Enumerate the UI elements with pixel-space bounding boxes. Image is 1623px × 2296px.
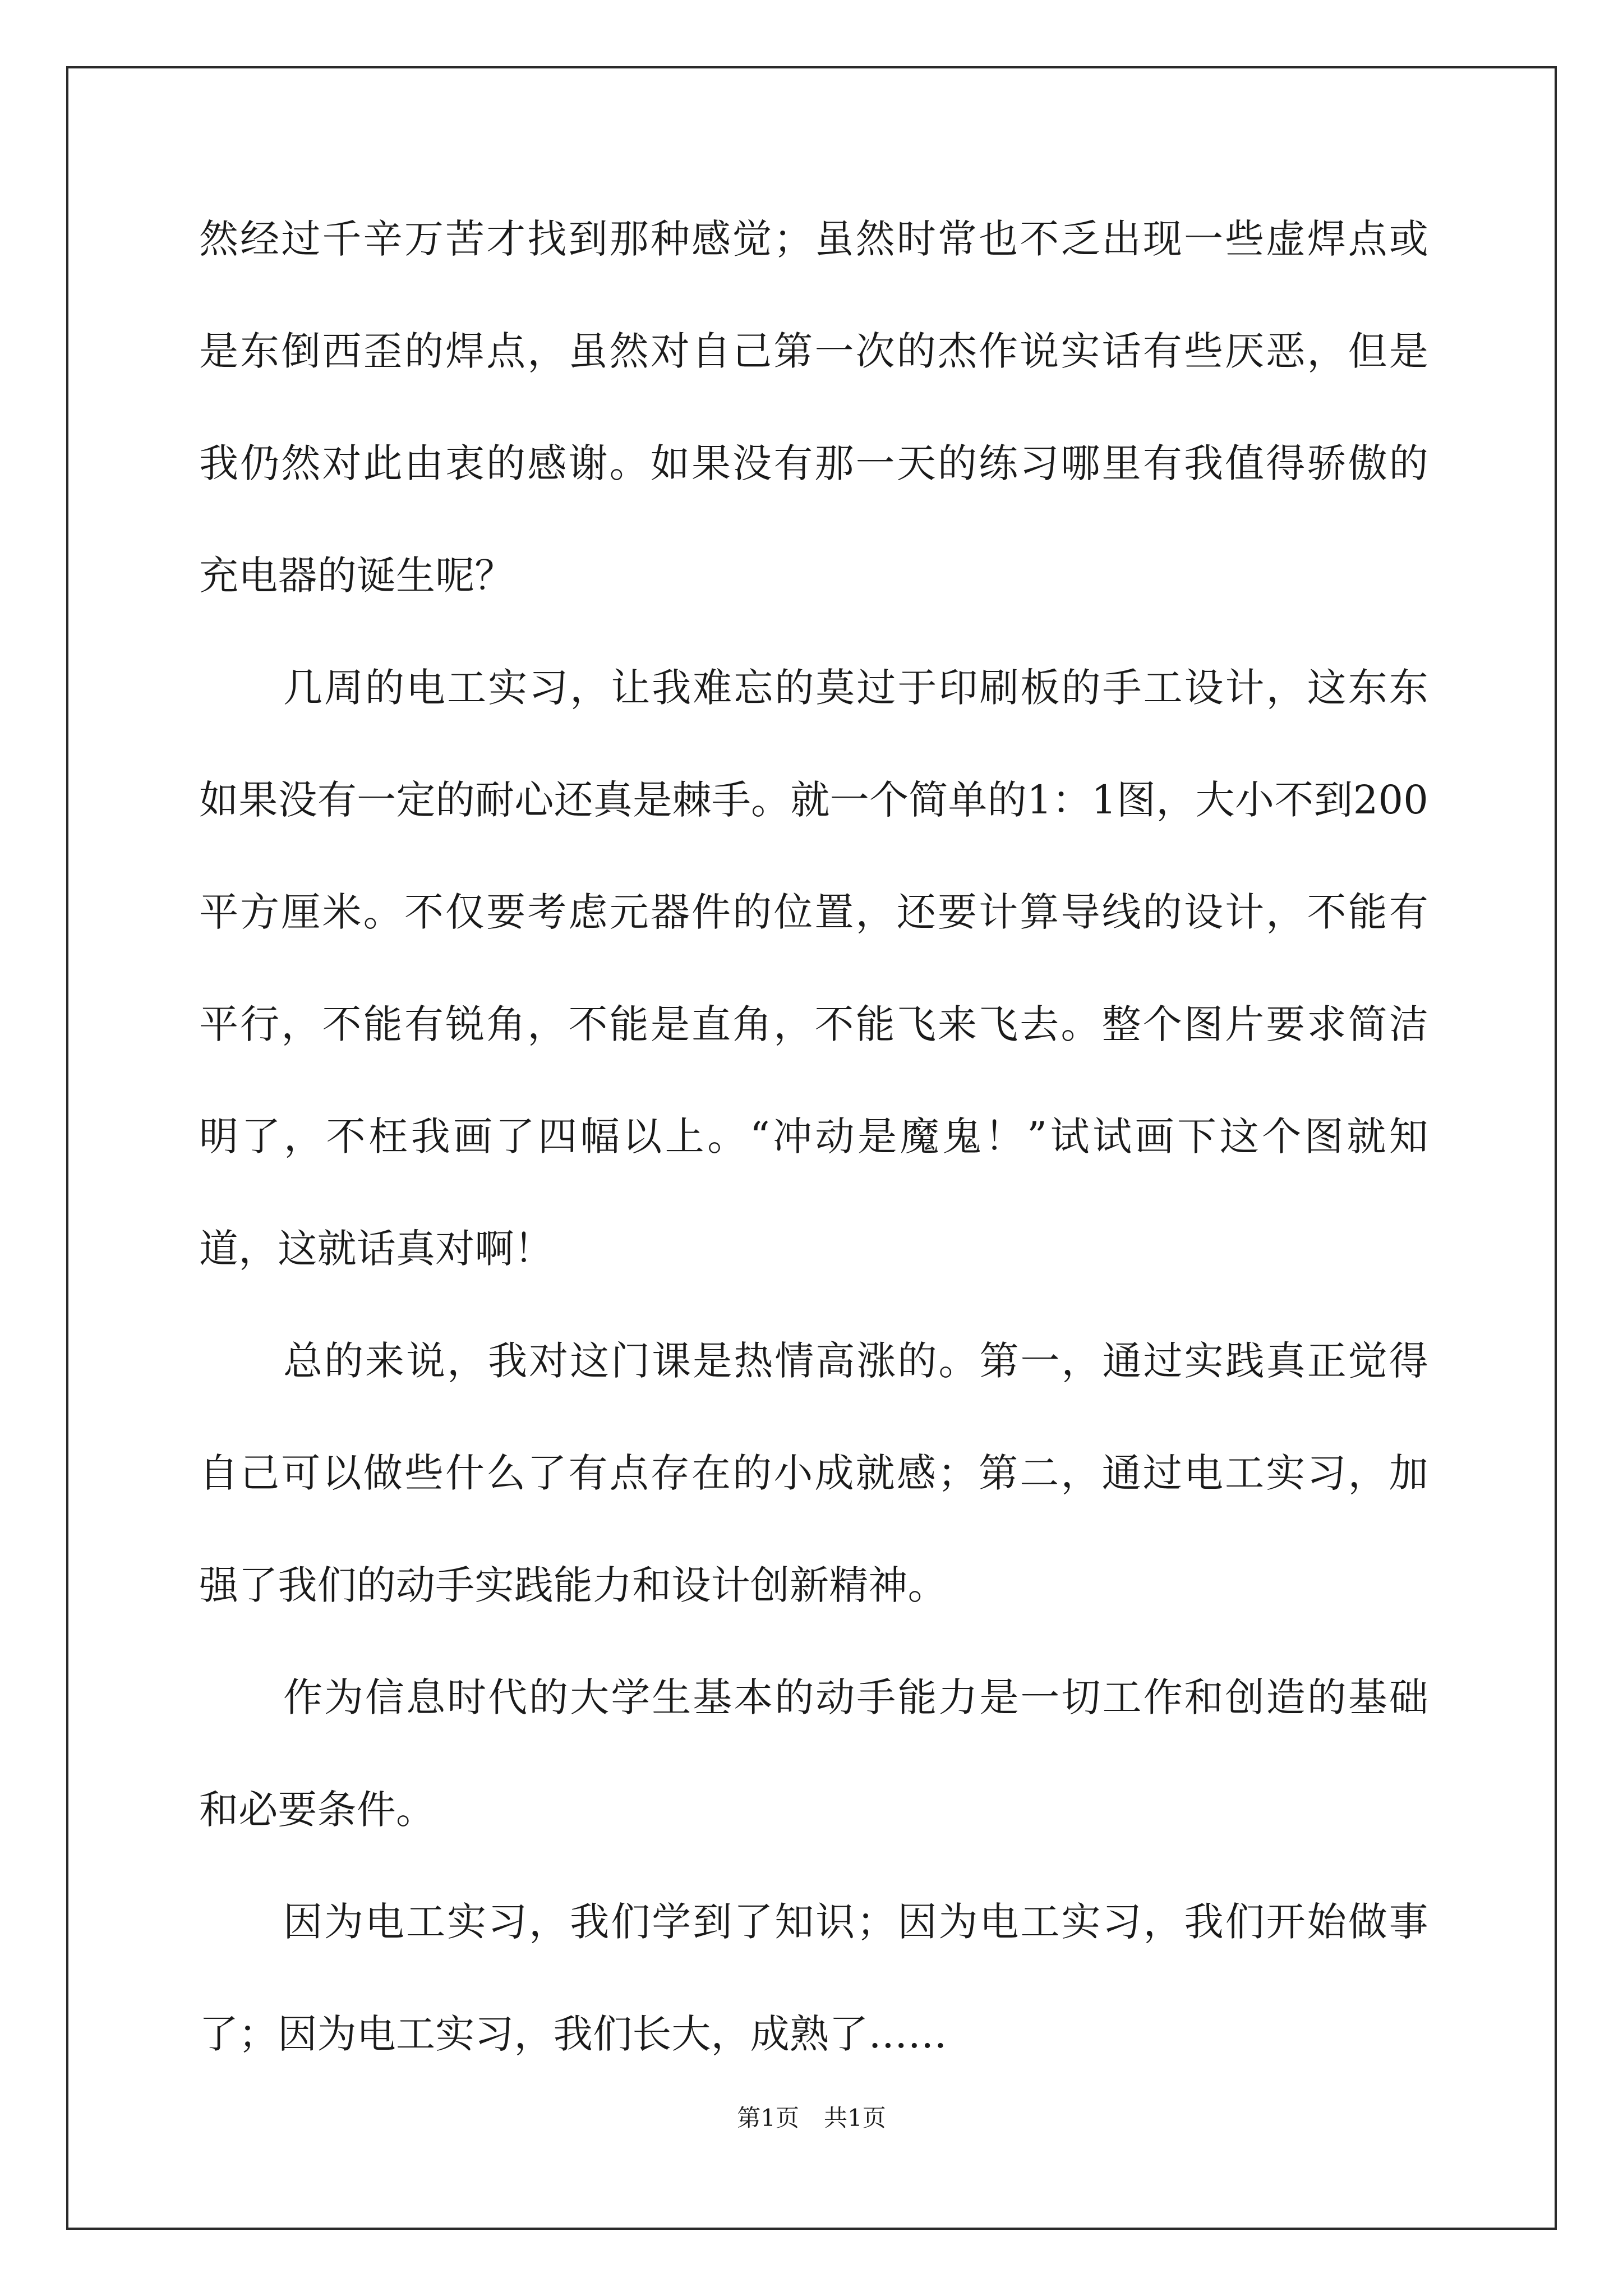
text-line: 自己可以做些什么了有点存在的小成就感；第二，通过电工实习，加: [199, 1450, 1428, 1496]
paragraph-first-line: 因为电工实习，我们学到了知识；因为电工实习，我们开始做事: [283, 1899, 1428, 1945]
text-line: 强了我们的动手实践能力和设计创新精神。: [199, 1562, 947, 1608]
text-line: 道，这就话真对啊！: [199, 1226, 554, 1272]
text-line: 我仍然对此由衷的感谢。如果没有那一天的练习哪里有我值得骄傲的: [199, 440, 1428, 486]
page-number-total: 共1页: [824, 2104, 886, 2132]
text-line: 明了，不枉我画了四幅以上。“冲动是魔鬼！”试试画下这个图就知: [199, 1114, 1428, 1159]
text-line: 充电器的诞生呢？: [199, 553, 514, 599]
paragraph-first-line: 作为信息时代的大学生基本的动手能力是一切工作和创造的基础: [283, 1674, 1428, 1720]
page-number-current: 第1页: [737, 2104, 799, 2132]
text-line: 然经过千辛万苦才找到那种感觉；虽然时常也不乏出现一些虚焊点或: [199, 216, 1428, 262]
text-line: 了；因为电工实习，我们长大，成熟了……: [199, 2011, 947, 2057]
text-line: 是东倒西歪的焊点，虽然对自己第一次的杰作说实话有些厌恶，但是: [199, 328, 1428, 374]
text-line: 和必要条件。: [199, 1787, 436, 1833]
document-body: [199, 216, 1428, 2127]
text-line: 如果没有一定的耐心还真是棘手。就一个简单的1：1图，大小不到200: [199, 777, 1428, 823]
paragraph-first-line: 总的来说，我对这门课是热情高涨的。第一，通过实践真正觉得: [283, 1338, 1428, 1384]
page-footer: [0, 2106, 1623, 2130]
paragraph-first-line: 几周的电工实习，让我难忘的莫过于印刷板的手工设计，这东东: [283, 665, 1428, 711]
text-line: 平行，不能有锐角，不能是直角，不能飞来飞去。整个图片要求简洁: [199, 1001, 1428, 1047]
text-line: 平方厘米。不仅要考虑元器件的位置，还要计算导线的设计，不能有: [199, 889, 1428, 935]
